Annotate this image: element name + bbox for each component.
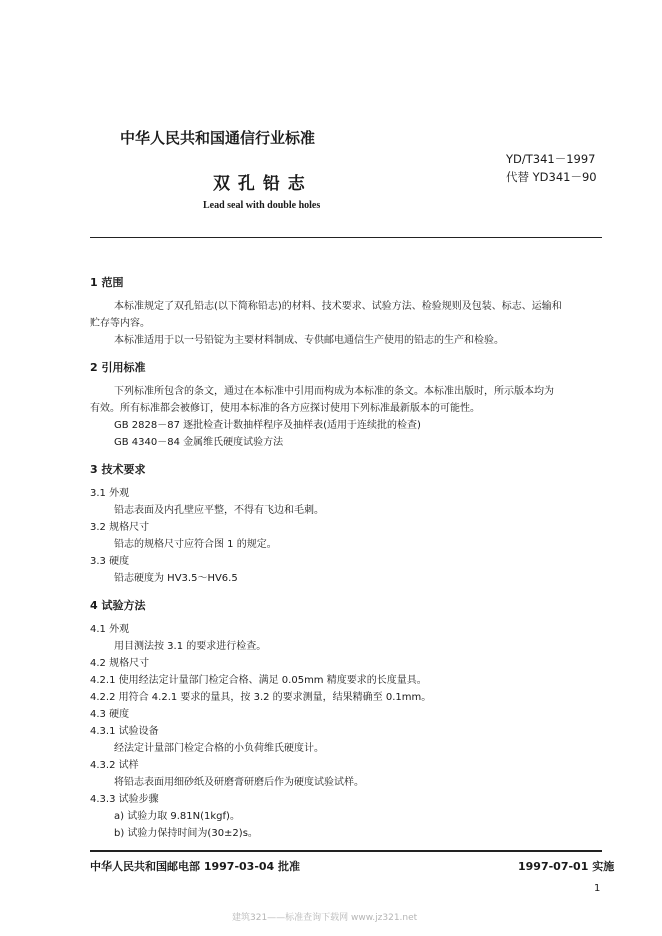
section-1-heading: 1 范围 — [90, 276, 124, 289]
clause-3-2-heading: 3.2 规格尺寸 — [90, 522, 150, 533]
clause-4-3-3-heading: 4.3.3 试验步骤 — [90, 794, 159, 805]
clause-4-3-heading: 4.3 硬度 — [90, 709, 130, 720]
header-divider — [90, 237, 602, 238]
clause-4-3-2-heading: 4.3.2 试样 — [90, 760, 139, 771]
section-1-para-1-cont: 贮存等内容。 — [90, 318, 150, 329]
section-4-heading: 4 试验方法 — [90, 599, 146, 612]
document-title-english: Lead seal with double holes — [203, 200, 321, 211]
clause-4-1-text: 用目测法按 3.1 的要求进行检查。 — [114, 641, 267, 652]
step-b: b) 试验力保持时间为(30±2)s。 — [114, 828, 258, 839]
step-a: a) 试验力取 9.81N(1kgf)。 — [114, 811, 240, 822]
clause-4-2-2: 4.2.2 用符合 4.2.1 要求的量具，按 3.2 的要求测量，结果精确至 0.1mm。 — [90, 692, 432, 703]
clause-4-2-heading: 4.2 规格尺寸 — [90, 658, 150, 669]
standard-number: YD/T341－1997 — [506, 152, 596, 166]
section-2-para-1-cont: 有效。所有标准都会被修订，使用本标准的各方应探讨使用下列标准最新版本的可能性。 — [90, 403, 480, 414]
clause-3-3-text: 铅志硬度为 HV3.5～HV6.5 — [114, 573, 238, 584]
clause-4-2-1: 4.2.1 使用经法定计量部门检定合格、满足 0.05mm 精度要求的长度量具。 — [90, 675, 427, 686]
clause-4-1-heading: 4.1 外观 — [90, 624, 130, 635]
clause-4-3-2-text: 将铅志表面用细砂纸及研磨膏研磨后作为硬度试验试样。 — [114, 777, 364, 788]
section-2-para-1: 下列标准所包含的条文，通过在本标准中引用而构成为本标准的条文。本标准出版时，所示版本均为 — [114, 386, 554, 397]
footer-divider — [90, 850, 602, 852]
watermark: 建筑321——标准查询下载网 www.jz321.net — [232, 913, 418, 923]
clause-4-3-1-heading: 4.3.1 试验设备 — [90, 726, 159, 737]
section-2-heading: 2 引用标准 — [90, 361, 146, 374]
clause-4-3-1-text: 经法定计量部门检定合格的小负荷维氏硬度计。 — [114, 743, 324, 754]
approval-line: 中华人民共和国邮电部 1997-03-04 批准 — [90, 860, 301, 873]
replaces-standard: 代替 YD341－90 — [506, 170, 597, 184]
clause-3-3-heading: 3.3 硬度 — [90, 556, 130, 567]
document-title: 双 孔 铅 志 — [213, 174, 306, 194]
clause-3-2-text: 铅志的规格尺寸应符合图 1 的规定。 — [114, 539, 277, 550]
page-number: 1 — [594, 883, 601, 894]
section-1-para-1: 本标准规定了双孔铅志(以下简称铅志)的材料、技术要求、试验方法、检验规则及包装、标志、运输和 — [114, 301, 562, 312]
section-3-heading: 3 技术要求 — [90, 463, 146, 476]
clause-3-1-heading: 3.1 外观 — [90, 488, 130, 499]
org-title: 中华人民共和国通信行业标准 — [120, 129, 316, 147]
section-1-para-2: 本标准适用于以一号铅锭为主要材料制成、专供邮电通信生产使用的铅志的生产和检验。 — [114, 335, 504, 346]
effective-date: 1997-07-01 实施 — [518, 860, 615, 873]
reference-gb2828: GB 2828－87 逐批检查计数抽样程序及抽样表(适用于连续批的检查) — [114, 420, 421, 431]
reference-gb4340: GB 4340－84 金属维氏硬度试验方法 — [114, 437, 284, 448]
clause-3-1-text: 铅志表面及内孔壁应平整，不得有飞边和毛刺。 — [114, 505, 324, 516]
